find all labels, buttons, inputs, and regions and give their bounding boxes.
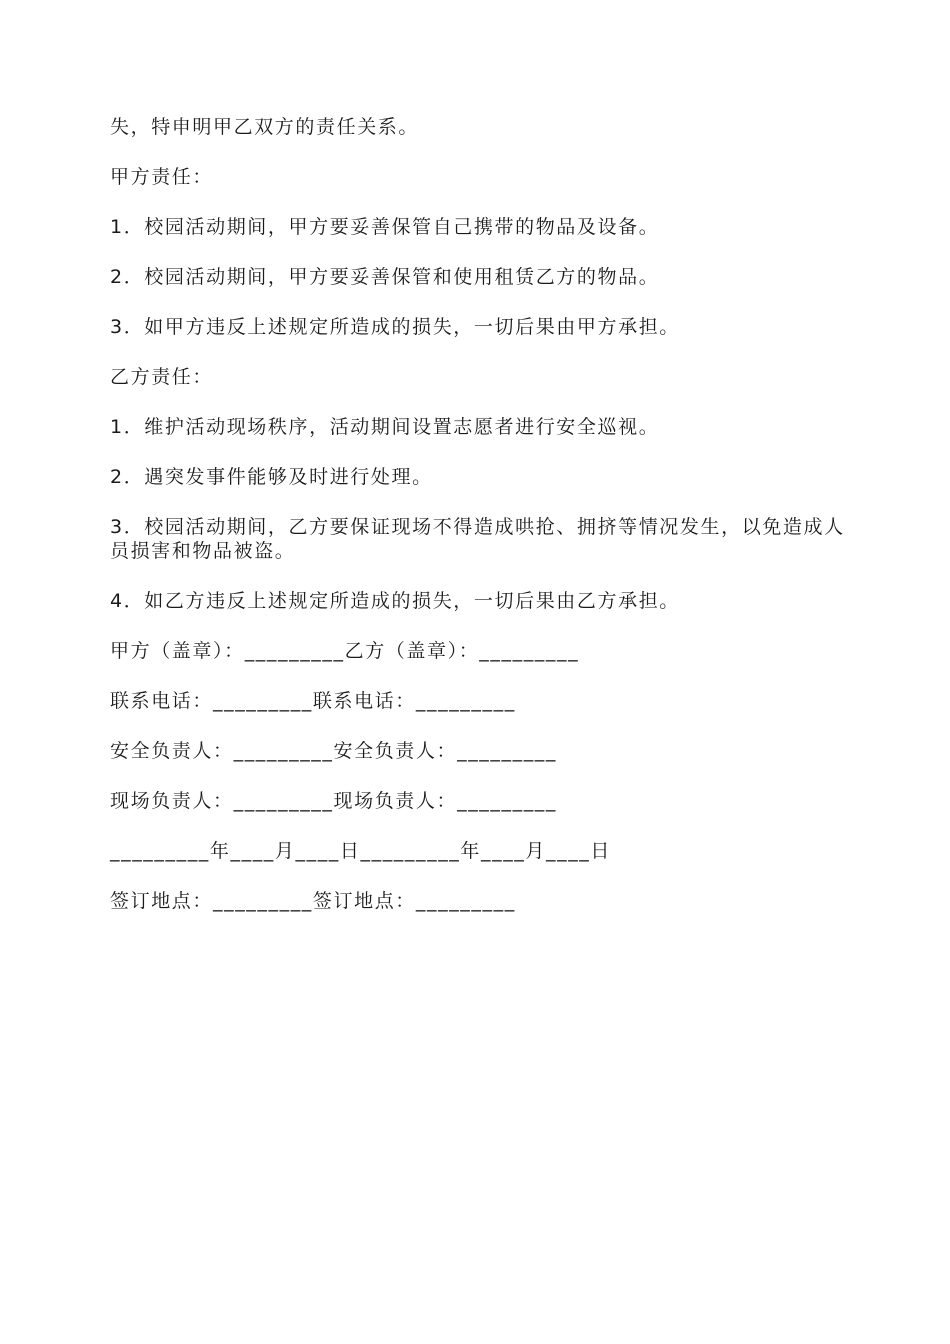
safety-contact-line: 安全负责人：_________安全负责人：_________ (110, 740, 558, 762)
party-b-item-3: 3．校园活动期间，乙方要保证现场不得造成哄抢、拥挤等情况发生，以免造成人员损害和物品被盗。 (110, 516, 845, 562)
party-a-item-3: 3．如甲方违反上述规定所造成的损失，一切后果由甲方承担。 (110, 316, 680, 338)
party-b-item-1: 1．维护活动现场秩序，活动期间设置志愿者进行安全巡视。 (110, 416, 660, 438)
site-contact-line: 现场负责人：_________现场负责人：_________ (110, 790, 558, 812)
party-a-item-2: 2．校园活动期间，甲方要妥善保管和使用租赁乙方的物品。 (110, 266, 660, 288)
phone-line: 联系电话：_________联系电话：_________ (110, 690, 516, 712)
document-page (110, 115, 850, 939)
seal-line: 甲方（盖章）：_________乙方（盖章）：_________ (110, 640, 580, 662)
intro-line: 失，特申明甲乙双方的责任关系。 (110, 116, 420, 138)
party-a-heading: 甲方责任： (110, 166, 214, 188)
location-line: 签订地点：_________签订地点：_________ (110, 890, 516, 912)
party-b-item-2: 2．遇突发事件能够及时进行处理。 (110, 466, 433, 488)
date-line: _________年____月____日_________年____月____日 (110, 840, 611, 862)
party-b-heading: 乙方责任： (110, 366, 214, 388)
party-a-item-1: 1．校园活动期间，甲方要妥善保管自己携带的物品及设备。 (110, 216, 660, 238)
party-b-item-4: 4．如乙方违反上述规定所造成的损失，一切后果由乙方承担。 (110, 590, 680, 612)
